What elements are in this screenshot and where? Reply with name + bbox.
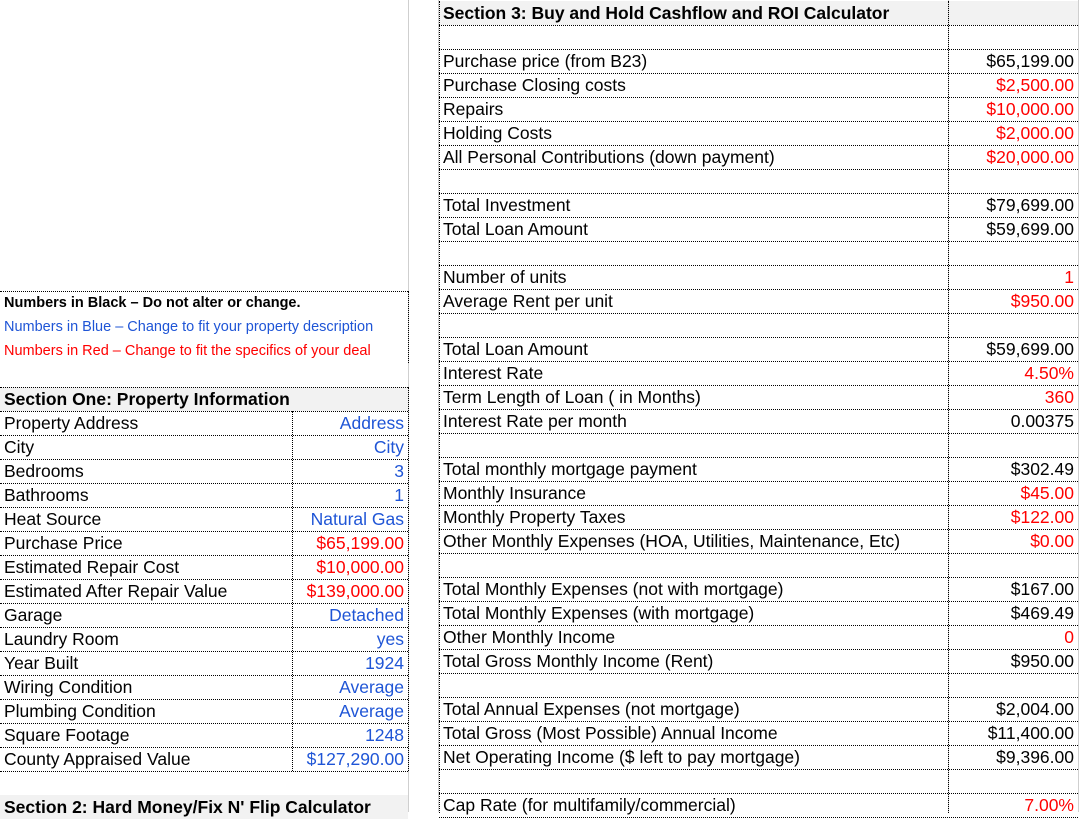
calc-row-label: Total monthly mortgage payment xyxy=(443,459,697,479)
calc-row-value: $122.00 xyxy=(1010,507,1074,527)
calc-row-value: $59,699.00 xyxy=(986,339,1074,359)
calc-row-label: Total Monthly Expenses (with mortgage) xyxy=(443,603,755,623)
section-three-title: Section 3: Buy and Hold Cashflow and ROI Calculator xyxy=(439,1,948,25)
cell-border xyxy=(439,1,440,813)
calc-row-label: Number of units xyxy=(443,267,567,287)
calc-row-value: $59,699.00 xyxy=(986,219,1074,239)
calc-row-value xyxy=(949,433,1078,457)
property-field-label: Square Footage xyxy=(4,725,130,745)
calc-row-label: Net Operating Income ($ left to pay mortgage) xyxy=(443,747,800,767)
calc-row-value: $79,699.00 xyxy=(986,195,1074,215)
calc-row-label: Term Length of Loan ( in Months) xyxy=(443,387,701,407)
property-field-value: yes xyxy=(376,629,404,649)
cell-border xyxy=(439,817,1078,818)
calc-row-label: Interest Rate xyxy=(443,363,544,383)
cell-border xyxy=(292,411,293,771)
calc-row-value xyxy=(949,553,1078,577)
cell-border xyxy=(439,25,1078,26)
section-two-title: Section 2: Hard Money/Fix N' Flip Calculator xyxy=(0,795,408,819)
cell-border xyxy=(0,291,408,292)
section-three-title-fill xyxy=(949,1,1078,25)
calc-row-value: 360 xyxy=(1044,387,1074,407)
calc-row-value: $9,396.00 xyxy=(996,747,1074,767)
calc-row-label: Repairs xyxy=(443,99,504,119)
property-field-value: 3 xyxy=(394,461,404,481)
property-field-label: Garage xyxy=(4,605,63,625)
calc-row-label: Total Annual Expenses (not mortgage) xyxy=(443,699,740,719)
calc-row-value: $302.49 xyxy=(1010,459,1074,479)
calc-row-value: $2,500.00 xyxy=(996,75,1074,95)
cell-border xyxy=(408,291,409,363)
calc-row-label xyxy=(439,169,948,193)
calc-row-value: $11,400.00 xyxy=(987,723,1074,743)
legend-blue: Numbers in Blue – Change to fit your property description xyxy=(4,319,374,335)
property-field-label: Estimated After Repair Value xyxy=(4,581,228,601)
property-field-label: Wiring Condition xyxy=(4,677,133,697)
property-field-value: Natural Gas xyxy=(310,509,404,529)
calc-row-value: $469.49 xyxy=(1010,603,1074,623)
property-field-value: $139,000.00 xyxy=(306,581,404,601)
calc-row-label: Total Gross (Most Possible) Annual Income xyxy=(443,723,778,743)
calc-row-label: Monthly Property Taxes xyxy=(443,507,626,527)
calc-row-value: 0.00375 xyxy=(1010,411,1074,431)
calc-row-value xyxy=(949,169,1078,193)
property-field-value: $10,000.00 xyxy=(316,557,404,577)
cell-border xyxy=(408,387,409,771)
calc-row-value xyxy=(949,769,1078,793)
cell-border xyxy=(0,411,408,412)
calc-row-label xyxy=(439,313,948,337)
property-field-label: Plumbing Condition xyxy=(4,701,156,721)
calc-row-label: Total Gross Monthly Income (Rent) xyxy=(443,651,714,671)
calc-row-label xyxy=(439,769,948,793)
calc-row-value xyxy=(949,25,1078,49)
property-field-label: Heat Source xyxy=(4,509,102,529)
property-field-label: Purchase Price xyxy=(4,533,123,553)
calc-row-value: $2,000.00 xyxy=(996,123,1074,143)
calc-row-value: $167.00 xyxy=(1010,579,1074,599)
calc-row-label: Other Monthly Income xyxy=(443,627,616,647)
calc-row-label: Interest Rate per month xyxy=(443,411,627,431)
property-field-value: Address xyxy=(339,413,404,433)
calc-row-value: 1 xyxy=(1064,267,1074,287)
gridline xyxy=(1078,0,1079,812)
property-field-value: Detached xyxy=(329,605,404,625)
calc-row-value: $0.00 xyxy=(1030,531,1074,551)
property-field-value: $127,290.00 xyxy=(306,749,404,769)
property-field-label: Year Built xyxy=(4,653,79,673)
property-field-value: 1924 xyxy=(365,653,404,673)
cell-border xyxy=(0,771,408,772)
calc-row-label xyxy=(439,241,948,265)
calc-row-value: $950.00 xyxy=(1010,291,1074,311)
property-field-label: Estimated Repair Cost xyxy=(4,557,180,577)
property-field-value: 1 xyxy=(394,485,404,505)
property-field-value: Average xyxy=(339,701,404,721)
calc-row-label: All Personal Contributions (down payment) xyxy=(443,147,775,167)
property-field-label: Bedrooms xyxy=(4,461,84,481)
calc-row-value: 0 xyxy=(1064,627,1074,647)
calc-row-value: $45.00 xyxy=(1020,483,1074,503)
calc-row-label: Monthly Insurance xyxy=(443,483,586,503)
calc-row-label xyxy=(439,25,948,49)
section-one-title: Section One: Property Information xyxy=(0,387,408,411)
property-field-value: City xyxy=(373,437,404,457)
calc-row-value xyxy=(949,673,1078,697)
property-field-value: Average xyxy=(339,677,404,697)
calc-row-value: $10,000.00 xyxy=(986,99,1074,119)
cell-border xyxy=(0,387,408,388)
calc-row-label: Total Investment xyxy=(443,195,571,215)
calc-row-label: Purchase price (from B23) xyxy=(443,51,648,71)
calc-row-label: Total Loan Amount xyxy=(443,219,588,239)
calc-row-label: Purchase Closing costs xyxy=(443,75,626,95)
calc-row-label xyxy=(439,553,948,577)
calc-row-label xyxy=(439,433,948,457)
calc-row-value: $2,004.00 xyxy=(996,699,1074,719)
calc-row-value: $950.00 xyxy=(1010,651,1074,671)
property-field-label: Property Address xyxy=(4,413,139,433)
property-field-label: Bathrooms xyxy=(4,485,89,505)
calc-row-value: $20,000.00 xyxy=(986,147,1074,167)
calc-row-label: Holding Costs xyxy=(443,123,552,143)
legend-red: Numbers in Red – Change to fit the specifics of your deal xyxy=(4,343,371,359)
property-field-value: 1248 xyxy=(365,725,404,745)
calc-row-value: $65,199.00 xyxy=(986,51,1074,71)
cell-border xyxy=(948,1,949,813)
calc-row-label: Total Monthly Expenses (not with mortgage) xyxy=(443,579,784,599)
calc-row-label: Total Loan Amount xyxy=(443,339,588,359)
legend-black: Numbers in Black – Do not alter or change. xyxy=(4,295,301,311)
property-field-label: Laundry Room xyxy=(4,629,119,649)
property-field-label: County Appraised Value xyxy=(4,749,191,769)
property-field-value: $65,199.00 xyxy=(316,533,404,553)
calc-row-value: 7.00% xyxy=(1024,795,1074,815)
calc-row-value xyxy=(949,313,1078,337)
calc-row-label: Cap Rate (for multifamily/commercial) xyxy=(443,795,736,815)
calc-row-value: 4.50% xyxy=(1024,363,1074,383)
calc-row-label: Average Rent per unit xyxy=(443,291,613,311)
calc-row-label xyxy=(439,673,948,697)
calc-row-value xyxy=(949,241,1078,265)
calc-row-label: Other Monthly Expenses (HOA, Utilities, Maintenance, Etc) xyxy=(443,531,901,551)
property-field-label: City xyxy=(4,437,35,457)
